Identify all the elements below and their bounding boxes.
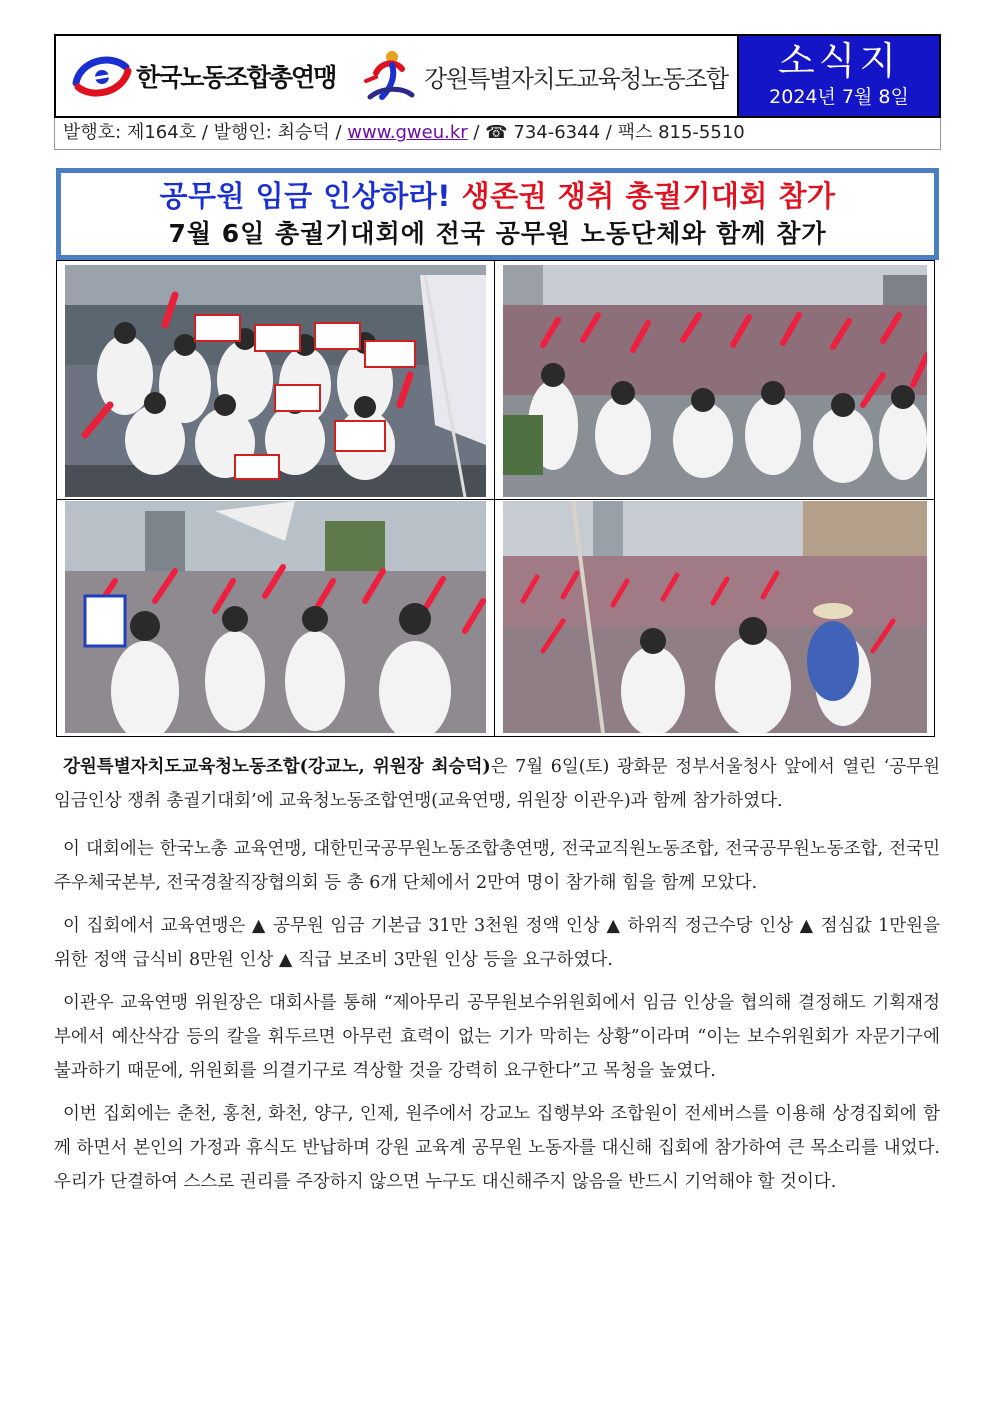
rally-photo-2 (503, 265, 927, 497)
article-paragraph: 이번 집회에는 춘천, 홍천, 화천, 양구, 인제, 원주에서 강교노 집행부와 조합원이 전세버스를 이용해 상경집회에 함께 하면서 본인의 가정과 휴식도 반납하며 강원 교육계 공무원 노동자를 대신해 집회에 참가하여 큰 목소리를 내었다. 우리가 단결하여 스스로 권리를 주장하지 않으면 누구도 대신해주지 않음을 반드시 기억해야 할 것이다. (54, 1104, 940, 1192)
photo-grid (56, 260, 935, 737)
rally-photo-4 (503, 501, 927, 733)
newsletter-badge (737, 36, 939, 116)
website-link[interactable]: www.gweu.kr (347, 122, 468, 143)
org1-brand (70, 50, 335, 102)
article-paragraph: 이관우 교육연맹 위원장은 대회사를 통해 “제아무리 공무원보수위원회에서 임금 인상을 협의해 결정해도 기획재정부에서 예산삭감 등의 칼을 휘두르면 아무런 효력이 없는 기가 막히는 상황”이라며 “이는 보수위원회가 자문기구에 불과하기 때문에, 위원회를 의결기구로 격상할 것을 강력히 요구한다”고 목청을 높였다. (54, 993, 940, 1081)
article-lead-bold: 강원특별자치도교육청노동조합(강교노, 위원장 최승덕) (63, 757, 491, 777)
phone-number: 734-6344 (513, 122, 601, 143)
org1-name: 한국노동조합총연맹 (136, 63, 336, 92)
masthead (54, 34, 941, 118)
article-lead-rest: 은 7월 6일(토) 광화문 정부서울청사 앞에서 열린 ‘공무원 임금인상 쟁취 총궐기대회’에 교육청노동조합연맹(교육연맹, 위원장 이관우)과 함께 참가하였다. (54, 757, 940, 811)
gweu-logo-icon (362, 47, 416, 105)
headline-sub: 7월 6일 총궐기대회에 전국 공무원 노동단체와 함께 참가 (168, 219, 827, 248)
headline-red: 생존권 쟁취 총궐기대회 참가 (461, 179, 836, 213)
org2-brand (362, 46, 728, 106)
fkti-logo-icon (70, 53, 132, 99)
org2-name: 강원특별자치도교육청노동조합 (424, 64, 728, 93)
publication-info-bar (54, 118, 941, 150)
headline-box (56, 168, 939, 260)
article-paragraph: 이 대회에는 한국노총 교육연맹, 대한민국공무원노동조합총연맹, 전국교직원노동조합, 전국공무원노동조합, 전국민주우체국본부, 전국경찰직장협의회 등 총 6개 단체에서 2만여 명이 참가해 힘을 함께 모았다. (54, 839, 940, 893)
phone-icon: ☎ (485, 122, 508, 143)
article-paragraph (54, 750, 940, 818)
newsletter-title: 소식지 (777, 39, 901, 83)
issue-date: 2024년 7월 8일 (769, 86, 909, 108)
separator: / (473, 122, 480, 143)
grid-divider (57, 499, 934, 500)
article-paragraph: 이 집회에서 교육연맹은 ▲ 공무원 임금 기본급 31만 3천원 정액 인상 ▲ 하위직 정근수당 인상 ▲ 점심값 1만원을 위한 정액 급식비 8만원 인상 ▲ 직급 보조비 3만원 인상 등을 요구하였다. (54, 916, 940, 970)
publisher: / 발행인: 최승덕 / (201, 122, 342, 143)
issue-number: 발행호: 제164호 (63, 122, 197, 143)
article-body (54, 750, 940, 1208)
headline-blue: 공무원 임금 인상하라! (159, 179, 451, 213)
headline-main (61, 176, 934, 216)
fax-number: / 팩스 815-5510 (605, 122, 745, 143)
rally-photo-3 (65, 501, 486, 733)
rally-photo-1 (65, 265, 486, 497)
